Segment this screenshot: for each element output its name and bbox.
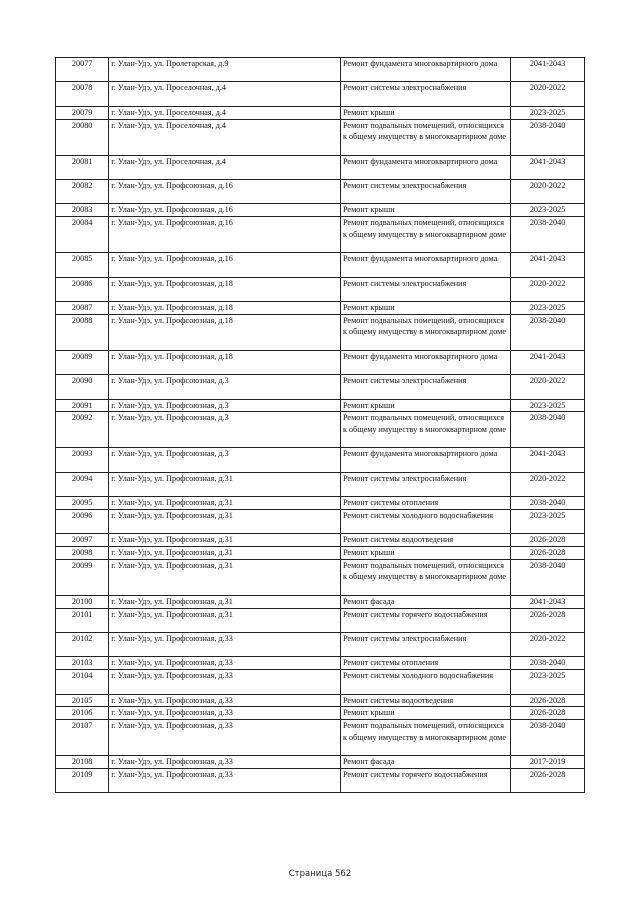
address-cell: г. Улан-Удэ, ул. Профсоюзная, д.3 [109, 448, 341, 472]
period-cell: 2041-2043 [511, 58, 585, 82]
record-number-cell: 20098 [56, 547, 109, 560]
work-type-cell: Ремонт системы водоотведения [340, 694, 510, 707]
table-row [56, 82, 585, 106]
address-cell: г. Улан-Удэ, ул. Профсоюзная, д.31 [109, 559, 341, 595]
period-cell: 2026-2028 [511, 534, 585, 547]
period-cell: 2023-2025 [511, 509, 585, 533]
table-row [56, 277, 585, 301]
record-number-cell: 20081 [56, 155, 109, 179]
work-type-cell: Ремонт системы электроснабжения [340, 179, 510, 203]
page-number: Страница 562 [288, 869, 352, 879]
period-cell: 2026-2028 [511, 694, 585, 707]
record-number-cell: 20089 [56, 350, 109, 374]
address-cell: г. Улан-Удэ, ул. Профсоюзная, д.3 [109, 412, 341, 448]
table-row [56, 547, 585, 560]
record-number-cell: 20101 [56, 608, 109, 632]
period-cell: 2038-2040 [511, 217, 585, 253]
record-number-cell: 20109 [56, 769, 109, 793]
table-row [56, 657, 585, 670]
period-cell: 2038-2040 [511, 720, 585, 756]
table-row [56, 756, 585, 769]
period-cell: 2038-2040 [511, 314, 585, 350]
address-cell: г. Улан-Удэ, ул. Пролетарская, д.9 [109, 58, 341, 82]
address-cell: г. Улан-Удэ, ул. Профсоюзная, д.31 [109, 509, 341, 533]
period-cell: 2017-2019 [511, 756, 585, 769]
table-row [56, 534, 585, 547]
table-row [56, 253, 585, 277]
table-row [56, 314, 585, 350]
work-type-cell: Ремонт системы отопления [340, 497, 510, 510]
table-row [56, 106, 585, 119]
table-row [56, 670, 585, 694]
work-type-cell: Ремонт системы горячего водоснабжения [340, 608, 510, 632]
record-number-cell: 20099 [56, 559, 109, 595]
table-row [56, 633, 585, 657]
work-type-cell: Ремонт фасада [340, 756, 510, 769]
period-cell: 2023-2025 [511, 106, 585, 119]
period-cell: 2026-2028 [511, 547, 585, 560]
record-number-cell: 20083 [56, 204, 109, 217]
works-table-body [56, 58, 585, 793]
table-row [56, 509, 585, 533]
address-cell: г. Улан-Удэ, ул. Профсоюзная, д.18 [109, 277, 341, 301]
record-number-cell: 20084 [56, 217, 109, 253]
record-number-cell: 20085 [56, 253, 109, 277]
record-number-cell: 20086 [56, 277, 109, 301]
table-row [56, 497, 585, 510]
work-type-cell: Ремонт подвальных помещений, относящихся к общему имуществу в многоквартирном доме [340, 559, 510, 595]
address-cell: г. Улан-Удэ, ул. Профсоюзная, д.31 [109, 472, 341, 496]
work-type-cell: Ремонт системы холодного водоснабжения [340, 670, 510, 694]
address-cell: г. Улан-Удэ, ул. Проселочная, д.4 [109, 155, 341, 179]
address-cell: г. Улан-Удэ, ул. Профсоюзная, д.16 [109, 253, 341, 277]
period-cell: 2041-2043 [511, 155, 585, 179]
record-number-cell: 20096 [56, 509, 109, 533]
record-number-cell: 20090 [56, 375, 109, 399]
address-cell: г. Улан-Удэ, ул. Профсоюзная, д.31 [109, 547, 341, 560]
work-type-cell: Ремонт крыши [340, 106, 510, 119]
table-row [56, 301, 585, 314]
period-cell: 2041-2043 [511, 253, 585, 277]
period-cell: 2023-2025 [511, 399, 585, 412]
record-number-cell: 20078 [56, 82, 109, 106]
record-number-cell: 20097 [56, 534, 109, 547]
address-cell: г. Улан-Удэ, ул. Профсоюзная, д.18 [109, 314, 341, 350]
period-cell: 2023-2025 [511, 670, 585, 694]
table-row [56, 155, 585, 179]
address-cell: г. Улан-Удэ, ул. Профсоюзная, д.16 [109, 217, 341, 253]
table-row [56, 204, 585, 217]
work-type-cell: Ремонт фасада [340, 595, 510, 608]
record-number-cell: 20104 [56, 670, 109, 694]
work-type-cell: Ремонт системы горячего водоснабжения [340, 769, 510, 793]
record-number-cell: 20087 [56, 301, 109, 314]
record-number-cell: 20095 [56, 497, 109, 510]
record-number-cell: 20106 [56, 707, 109, 720]
address-cell: г. Улан-Удэ, ул. Профсоюзная, д.18 [109, 350, 341, 374]
table-row [56, 694, 585, 707]
period-cell: 2041-2043 [511, 448, 585, 472]
table-row [56, 472, 585, 496]
work-type-cell: Ремонт крыши [340, 707, 510, 720]
address-cell: г. Улан-Удэ, ул. Профсоюзная, д.3 [109, 399, 341, 412]
period-cell: 2020-2022 [511, 375, 585, 399]
table-row [56, 608, 585, 632]
work-type-cell: Ремонт фундамента многоквартирного дома [340, 350, 510, 374]
address-cell: г. Улан-Удэ, ул. Профсоюзная, д.33 [109, 707, 341, 720]
work-type-cell: Ремонт системы электроснабжения [340, 472, 510, 496]
record-number-cell: 20103 [56, 657, 109, 670]
work-type-cell: Ремонт системы отопления [340, 657, 510, 670]
period-cell: 2026-2028 [511, 769, 585, 793]
work-type-cell: Ремонт подвальных помещений, относящихся к общему имуществу в многоквартирном доме [340, 412, 510, 448]
period-cell: 2038-2040 [511, 497, 585, 510]
address-cell: г. Улан-Удэ, ул. Профсоюзная, д.16 [109, 204, 341, 217]
address-cell: г. Улан-Удэ, ул. Профсоюзная, д.16 [109, 179, 341, 203]
table-row [56, 707, 585, 720]
table-row [56, 179, 585, 203]
record-number-cell: 20100 [56, 595, 109, 608]
table-row [56, 720, 585, 756]
address-cell: г. Улан-Удэ, ул. Профсоюзная, д.31 [109, 608, 341, 632]
period-cell: 2020-2022 [511, 277, 585, 301]
address-cell: г. Улан-Удэ, ул. Проселочная, д.4 [109, 106, 341, 119]
address-cell: г. Улан-Удэ, ул. Профсоюзная, д.33 [109, 769, 341, 793]
period-cell: 2038-2040 [511, 119, 585, 155]
period-cell: 2038-2040 [511, 559, 585, 595]
work-type-cell: Ремонт подвальных помещений, относящихся к общему имуществу в многоквартирном доме [340, 720, 510, 756]
period-cell: 2023-2025 [511, 204, 585, 217]
work-type-cell: Ремонт фундамента многоквартирного дома [340, 58, 510, 82]
table-row [56, 595, 585, 608]
table-row [56, 375, 585, 399]
record-number-cell: 20108 [56, 756, 109, 769]
record-number-cell: 20093 [56, 448, 109, 472]
address-cell: г. Улан-Удэ, ул. Профсоюзная, д.31 [109, 534, 341, 547]
table-row [56, 412, 585, 448]
work-type-cell: Ремонт фундамента многоквартирного дома [340, 448, 510, 472]
record-number-cell: 20082 [56, 179, 109, 203]
table-row [56, 399, 585, 412]
record-number-cell: 20088 [56, 314, 109, 350]
work-type-cell: Ремонт системы водоотведения [340, 534, 510, 547]
table-row [56, 119, 585, 155]
work-type-cell: Ремонт подвальных помещений, относящихся к общему имуществу в многоквартирном доме [340, 119, 510, 155]
work-type-cell: Ремонт системы холодного водоснабжения [340, 509, 510, 533]
record-number-cell: 20107 [56, 720, 109, 756]
works-table [55, 57, 585, 793]
work-type-cell: Ремонт фундамента многоквартирного дома [340, 253, 510, 277]
record-number-cell: 20080 [56, 119, 109, 155]
record-number-cell: 20105 [56, 694, 109, 707]
period-cell: 2020-2022 [511, 179, 585, 203]
table-row [56, 448, 585, 472]
address-cell: г. Улан-Удэ, ул. Профсоюзная, д.33 [109, 670, 341, 694]
period-cell: 2020-2022 [511, 472, 585, 496]
work-type-cell: Ремонт фундамента многоквартирного дома [340, 155, 510, 179]
work-type-cell: Ремонт системы электроснабжения [340, 375, 510, 399]
period-cell: 2023-2025 [511, 301, 585, 314]
record-number-cell: 20077 [56, 58, 109, 82]
work-type-cell: Ремонт системы электроснабжения [340, 277, 510, 301]
address-cell: г. Улан-Удэ, ул. Профсоюзная, д.18 [109, 301, 341, 314]
address-cell: г. Улан-Удэ, ул. Профсоюзная, д.3 [109, 375, 341, 399]
record-number-cell: 20079 [56, 106, 109, 119]
period-cell: 2041-2043 [511, 350, 585, 374]
work-type-cell: Ремонт подвальных помещений, относящихся к общему имуществу в многоквартирном доме [340, 314, 510, 350]
period-cell: 2026-2028 [511, 608, 585, 632]
address-cell: г. Улан-Удэ, ул. Профсоюзная, д.33 [109, 657, 341, 670]
address-cell: г. Улан-Удэ, ул. Профсоюзная, д.31 [109, 497, 341, 510]
work-type-cell: Ремонт крыши [340, 547, 510, 560]
period-cell: 2041-2043 [511, 595, 585, 608]
record-number-cell: 20092 [56, 412, 109, 448]
table-row [56, 350, 585, 374]
table-row [56, 58, 585, 82]
work-type-cell: Ремонт крыши [340, 204, 510, 217]
record-number-cell: 20094 [56, 472, 109, 496]
work-type-cell: Ремонт крыши [340, 399, 510, 412]
address-cell: г. Улан-Удэ, ул. Проселочная, д.4 [109, 119, 341, 155]
period-cell: 2026-2028 [511, 707, 585, 720]
period-cell: 2038-2040 [511, 657, 585, 670]
work-type-cell: Ремонт подвальных помещений, относящихся к общему имуществу в многоквартирном доме [340, 217, 510, 253]
table-row [56, 769, 585, 793]
record-number-cell: 20091 [56, 399, 109, 412]
address-cell: г. Улан-Удэ, ул. Профсоюзная, д.33 [109, 756, 341, 769]
address-cell: г. Улан-Удэ, ул. Профсоюзная, д.31 [109, 595, 341, 608]
table-row [56, 217, 585, 253]
address-cell: г. Улан-Удэ, ул. Профсоюзная, д.33 [109, 694, 341, 707]
period-cell: 2020-2022 [511, 633, 585, 657]
address-cell: г. Улан-Удэ, ул. Профсоюзная, д.33 [109, 720, 341, 756]
work-type-cell: Ремонт системы электроснабжения [340, 82, 510, 106]
work-type-cell: Ремонт системы электроснабжения [340, 633, 510, 657]
work-type-cell: Ремонт крыши [340, 301, 510, 314]
table-row [56, 559, 585, 595]
address-cell: г. Улан-Удэ, ул. Профсоюзная, д.33 [109, 633, 341, 657]
record-number-cell: 20102 [56, 633, 109, 657]
period-cell: 2038-2040 [511, 412, 585, 448]
address-cell: г. Улан-Удэ, ул. Проселочная, д.4 [109, 82, 341, 106]
period-cell: 2020-2022 [511, 82, 585, 106]
